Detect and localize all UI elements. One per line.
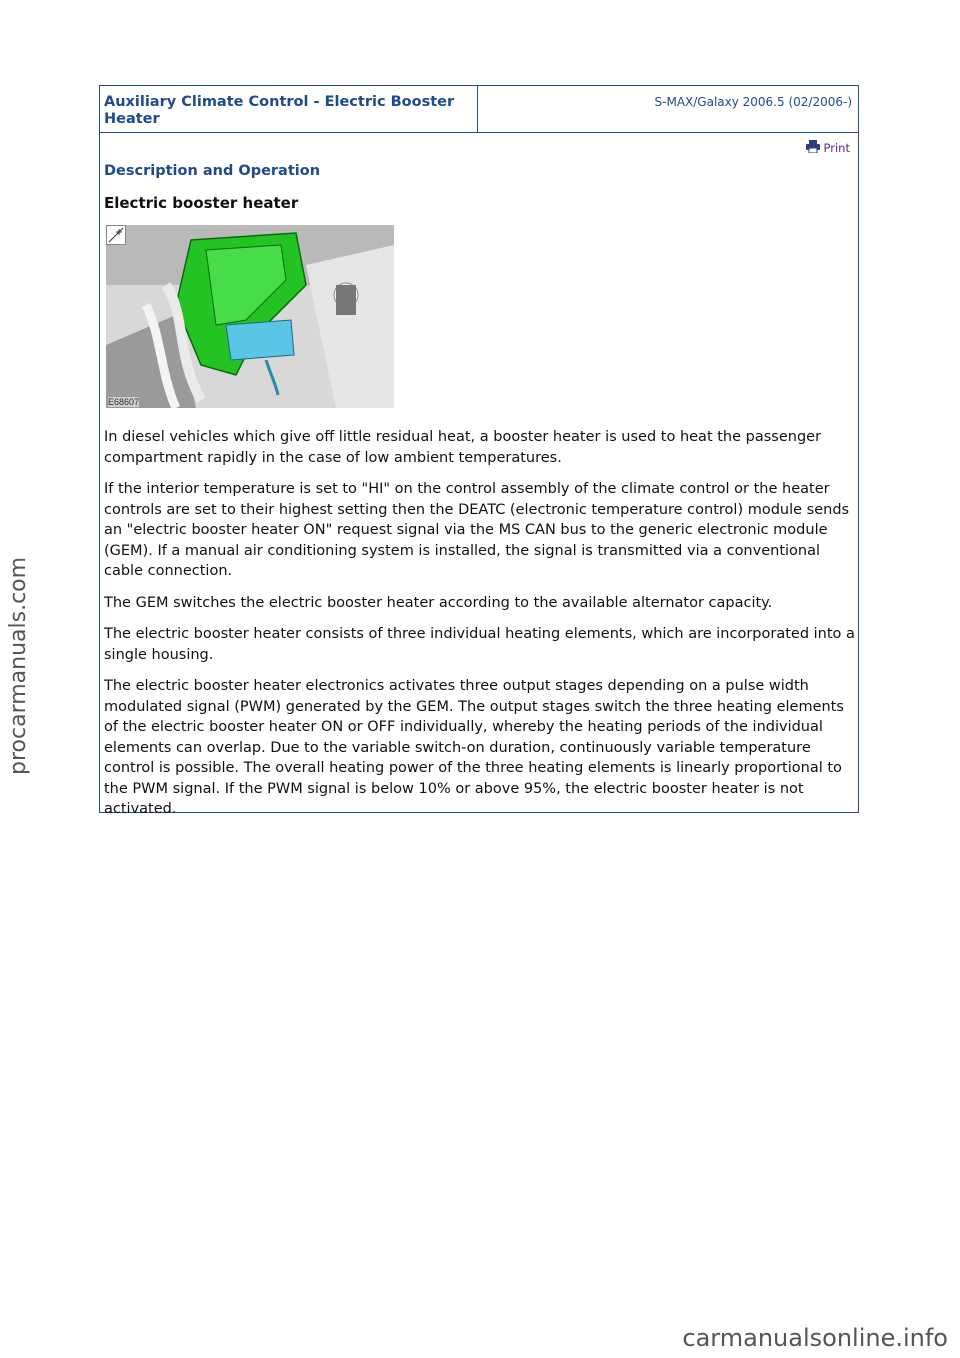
model-label: S-MAX/Galaxy 2006.5 (02/2006-) bbox=[654, 95, 852, 109]
figure-label: E68607 bbox=[108, 397, 140, 407]
document-header bbox=[100, 86, 858, 133]
document-frame bbox=[99, 85, 859, 817]
paragraph-4: The electric booster heater consists of three individual heating elements, which are incorporated into a single housing. bbox=[104, 626, 855, 663]
footer-watermark: carmanualsonline.info bbox=[682, 1324, 948, 1352]
paragraph-1: In diesel vehicles which give off little residual heat, a booster heater is used to heat the passenger compartment rapidly in the case of low ambient temperatures. bbox=[104, 429, 822, 466]
paragraph-3: The GEM switches the electric booster heater according to the available alternator capacity. bbox=[104, 594, 773, 611]
sub-title: Electric booster heater bbox=[104, 194, 299, 212]
body-text bbox=[104, 427, 856, 831]
section-title: Description and Operation bbox=[104, 163, 321, 179]
paragraph-2: If the interior temperature is set to "HI" on the control assembly of the climate control or the heater controls are set to their highest setting then the DEATC (electronic temperature control) module sends an "electric booster heater ON" request signal via the MS CAN bus to the generic electronic module (GEM). If a manual air conditioning system is installed, the signal is transmitted via a conventional cable connection. bbox=[104, 481, 850, 579]
printer-icon bbox=[806, 140, 820, 156]
document-title: Auxiliary Climate Control - Electric Booster Heater bbox=[100, 86, 478, 132]
heater-figure[interactable] bbox=[106, 225, 394, 408]
print-label: Print bbox=[823, 141, 850, 155]
side-watermark: procarmanuals.com bbox=[6, 556, 31, 775]
zoom-icon[interactable] bbox=[106, 225, 126, 245]
paragraph-5: The electric booster heater electronics activates three output stages depending on a pulse width modulated signal (PWM) generated by the GEM. The output stages switch the three heating elements of the electric booster heater ON or OFF individually, whereby the heating periods of the individual elements can overlap. Due to the variable switch-on duration, continuously variable temperature control is possible. The overall heating power of the three heating elements is linearly proportional to the PWM signal. If the PWM signal is below 10% or above 95%, the electric booster heater is not activated. bbox=[104, 678, 844, 817]
heater-illustration bbox=[106, 225, 394, 408]
print-button[interactable] bbox=[806, 140, 850, 156]
